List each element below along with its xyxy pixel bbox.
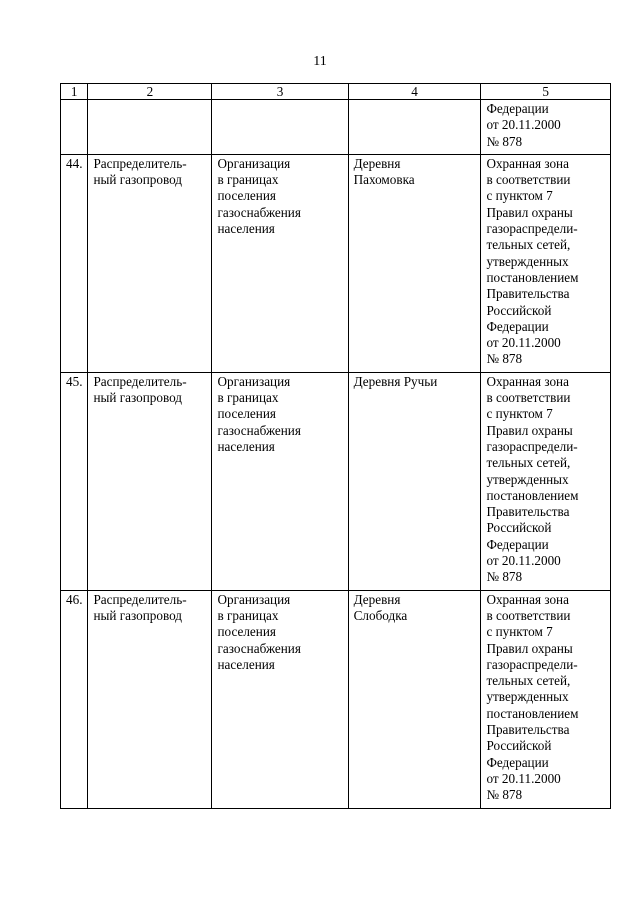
cell-location: Деревня Ручьи bbox=[348, 372, 481, 590]
column-header: 5 bbox=[481, 84, 611, 100]
cell-location: Деревня Слободка bbox=[348, 590, 481, 808]
cell-purpose bbox=[212, 100, 348, 155]
cell-zone: Охранная зона в соответствии с пунктом 7 Правил охраны газораспредели- тельных сетей, утвержденных постановлением Правительства Российской Федерации от 20.11.2000 № 878 bbox=[481, 154, 611, 372]
table-row bbox=[61, 154, 611, 372]
cell-location: Деревня Пахомовка bbox=[348, 154, 481, 372]
column-header: 1 bbox=[61, 84, 88, 100]
cell-purpose: Организация в границах поселения газоснабжения населения bbox=[212, 154, 348, 372]
cell-object: Распределитель- ный газопровод bbox=[88, 372, 212, 590]
cell-object: Распределитель- ный газопровод bbox=[88, 590, 212, 808]
cell-number: 45. bbox=[61, 372, 88, 590]
cell-number: 44. bbox=[61, 154, 88, 372]
cell-number: 46. bbox=[61, 590, 88, 808]
cell-object bbox=[88, 100, 212, 155]
table-row bbox=[61, 372, 611, 590]
table-row-continuation bbox=[61, 100, 611, 155]
cell-zone: Охранная зона в соответствии с пунктом 7 Правил охраны газораспредели- тельных сетей, утвержденных постановлением Правительства Российской Федерации от 20.11.2000 № 878 bbox=[481, 372, 611, 590]
cell-object: Распределитель- ный газопровод bbox=[88, 154, 212, 372]
cell-number bbox=[61, 100, 88, 155]
cell-purpose: Организация в границах поселения газоснабжения населения bbox=[212, 590, 348, 808]
table-header-row bbox=[61, 84, 611, 100]
page-number: 11 bbox=[313, 54, 327, 69]
column-header: 2 bbox=[88, 84, 212, 100]
cell-location bbox=[348, 100, 481, 155]
table-row bbox=[61, 590, 611, 808]
column-header: 4 bbox=[348, 84, 481, 100]
cell-zone: Охранная зона в соответствии с пунктом 7 Правил охраны газораспредели- тельных сетей, утвержденных постановлением Правительства Российской Федерации от 20.11.2000 № 878 bbox=[481, 590, 611, 808]
cell-zone: Федерации от 20.11.2000 № 878 bbox=[481, 100, 611, 155]
data-table bbox=[60, 83, 611, 809]
column-header: 3 bbox=[212, 84, 348, 100]
cell-purpose: Организация в границах поселения газоснабжения населения bbox=[212, 372, 348, 590]
